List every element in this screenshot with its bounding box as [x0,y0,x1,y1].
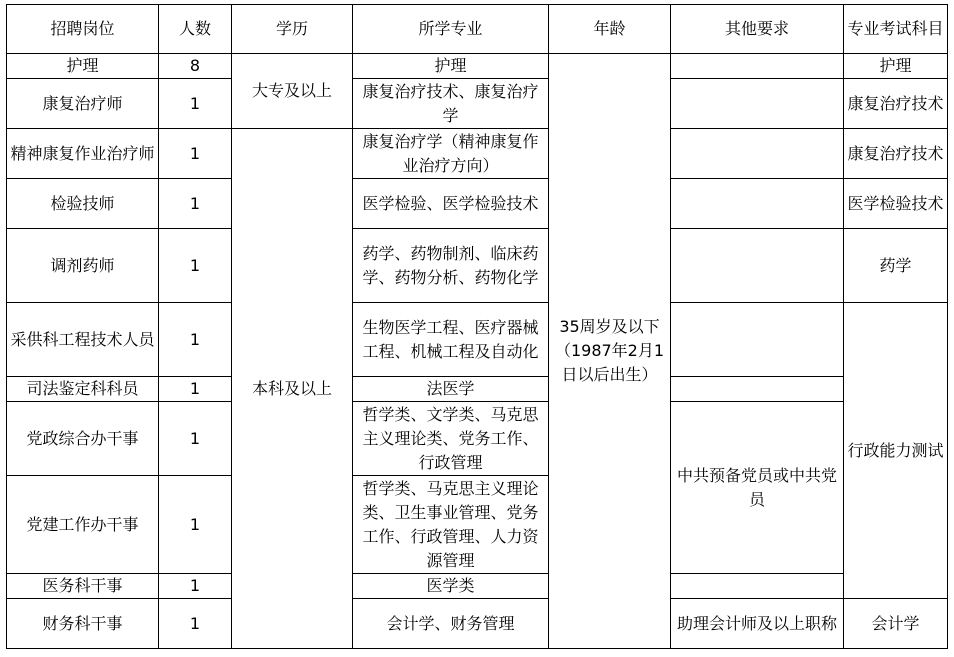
cell-major: 护理 [353,54,549,79]
cell-exam-admin: 行政能力测试 [844,303,948,599]
cell-other [671,54,844,79]
cell-exam: 药学 [844,229,948,303]
header-education: 学历 [232,5,353,54]
cell-count: 1 [159,303,232,377]
cell-major: 医学检验、医学检验技术 [353,179,549,229]
cell-count: 1 [159,476,232,574]
cell-other-party: 中共预备党员或中共党员 [671,402,844,574]
cell-exam: 护理 [844,54,948,79]
cell-exam: 医学检验技术 [844,179,948,229]
cell-other [671,179,844,229]
cell-position: 护理 [7,54,159,79]
cell-position: 康复治疗师 [7,79,159,129]
table-row [7,179,948,229]
cell-exam: 康复治疗技术 [844,79,948,129]
cell-major: 哲学类、文学类、马克思主义理论类、党务工作、行政管理 [353,402,549,476]
cell-age: 35周岁及以下（1987年2月1日以后出生） [549,54,671,649]
cell-major: 会计学、财务管理 [353,599,549,649]
cell-count: 1 [159,574,232,599]
table-row [7,377,948,402]
cell-major: 哲学类、马克思主义理论类、卫生事业管理、党务工作、行政管理、人力资源管理 [353,476,549,574]
cell-education-group2: 本科及以上 [232,129,353,649]
cell-count: 1 [159,599,232,649]
recruitment-table [6,4,948,649]
cell-other [671,574,844,599]
cell-major: 康复治疗技术、康复治疗学 [353,79,549,129]
cell-count: 1 [159,229,232,303]
cell-other [671,303,844,377]
cell-position: 调剂药师 [7,229,159,303]
header-exam: 专业考试科目 [844,5,948,54]
cell-education-group1: 大专及以上 [232,54,353,129]
table-row [7,79,948,129]
table-row [7,129,948,179]
cell-position: 医务科干事 [7,574,159,599]
cell-position: 党建工作办干事 [7,476,159,574]
table-row [7,229,948,303]
cell-exam: 会计学 [844,599,948,649]
cell-exam: 康复治疗技术 [844,129,948,179]
header-major: 所学专业 [353,5,549,54]
cell-major: 生物医学工程、医疗器械工程、机械工程及自动化 [353,303,549,377]
cell-major: 康复治疗学（精神康复作业治疗方向） [353,129,549,179]
cell-other: 助理会计师及以上职称 [671,599,844,649]
header-age: 年龄 [549,5,671,54]
cell-count: 1 [159,79,232,129]
cell-count: 1 [159,129,232,179]
cell-other [671,79,844,129]
table-row [7,402,948,476]
cell-position: 检验技师 [7,179,159,229]
cell-other [671,129,844,179]
header-count: 人数 [159,5,232,54]
header-row [7,5,948,54]
cell-position: 司法鉴定科科员 [7,377,159,402]
cell-position: 财务科干事 [7,599,159,649]
cell-count: 1 [159,179,232,229]
cell-count: 1 [159,402,232,476]
header-position: 招聘岗位 [7,5,159,54]
cell-count: 8 [159,54,232,79]
table-row [7,54,948,79]
table-row [7,599,948,649]
cell-other [671,229,844,303]
cell-position: 精神康复作业治疗师 [7,129,159,179]
table-row [7,303,948,377]
cell-major: 药学、药物制剂、临床药学、药物分析、药物化学 [353,229,549,303]
cell-major: 法医学 [353,377,549,402]
header-other: 其他要求 [671,5,844,54]
table-row [7,574,948,599]
cell-position: 党政综合办干事 [7,402,159,476]
cell-major: 医学类 [353,574,549,599]
cell-count: 1 [159,377,232,402]
cell-other [671,377,844,402]
cell-position: 采供科工程技术人员 [7,303,159,377]
